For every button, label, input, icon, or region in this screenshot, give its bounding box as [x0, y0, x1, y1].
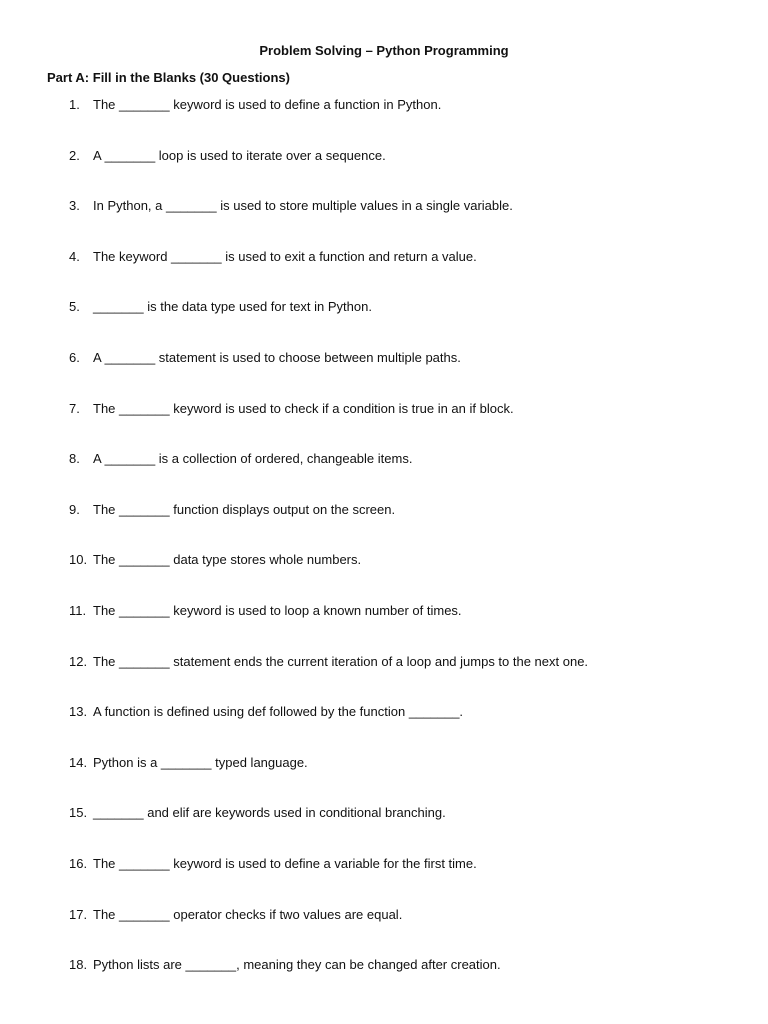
question-number: 11.	[69, 602, 87, 618]
question-text: In Python, a _______ is used to store multiple values in a single variable.	[93, 198, 513, 214]
question-number: 8.	[69, 451, 80, 467]
question-number: 1.	[69, 97, 80, 112]
document-title: Problem Solving – Python Programming	[259, 43, 509, 58]
question-text: The _______ keyword is used to loop a known number of times.	[93, 602, 462, 618]
question-text: The _______ statement ends the current iteration of a loop and jumps to the next one.	[93, 653, 589, 669]
question-number: 9.	[69, 501, 80, 517]
question-text: The _______ data type stores whole numbers.	[93, 552, 362, 568]
question-text: _______ is the data type used for text in Python.	[93, 299, 372, 315]
question-text: A _______ statement is used to choose between multiple paths.	[93, 349, 461, 365]
question-text: The _______ keyword is used to define a variable for the first time.	[93, 855, 477, 871]
question-text: Python lists are _______, meaning they can be changed after creation.	[93, 957, 501, 973]
question-number: 16.	[69, 855, 88, 871]
question-number: 2.	[69, 147, 80, 163]
question-number: 17.	[69, 906, 88, 922]
question-number: 5.	[69, 299, 80, 315]
question-number: 18.	[69, 957, 88, 973]
question-number: 15.	[69, 805, 88, 821]
question-text: _______ and elif are keywords used in conditional branching.	[93, 805, 446, 821]
question-text: Python is a _______ typed language.	[93, 754, 308, 770]
question-text: A _______ is a collection of ordered, changeable items.	[93, 451, 413, 467]
question-text: The keyword _______ is used to exit a function and return a value.	[93, 248, 477, 264]
question-text: A function is defined using def followed by the function _______.	[93, 704, 464, 720]
question-number: 7.	[69, 400, 80, 416]
question-text: The _______ keyword is used to check if a condition is true in an if block.	[93, 400, 514, 416]
question-text: The _______ operator checks if two values are equal.	[93, 906, 403, 922]
question-text: A _______ loop is used to iterate over a sequence.	[93, 147, 386, 163]
question-number: 14.	[69, 754, 88, 770]
question-number: 6.	[69, 349, 80, 365]
question-number: 12.	[69, 653, 88, 669]
question-number: 3.	[69, 198, 80, 214]
question-text: The _______ keyword is used to define a function in Python.	[93, 97, 442, 112]
question-text: The _______ function displays output on the screen.	[93, 501, 396, 517]
question-number: 4.	[69, 248, 80, 264]
question-number: 10.	[69, 552, 88, 568]
section-heading: Part A: Fill in the Blanks (30 Questions)	[47, 70, 290, 85]
question-number: 13.	[69, 704, 88, 720]
